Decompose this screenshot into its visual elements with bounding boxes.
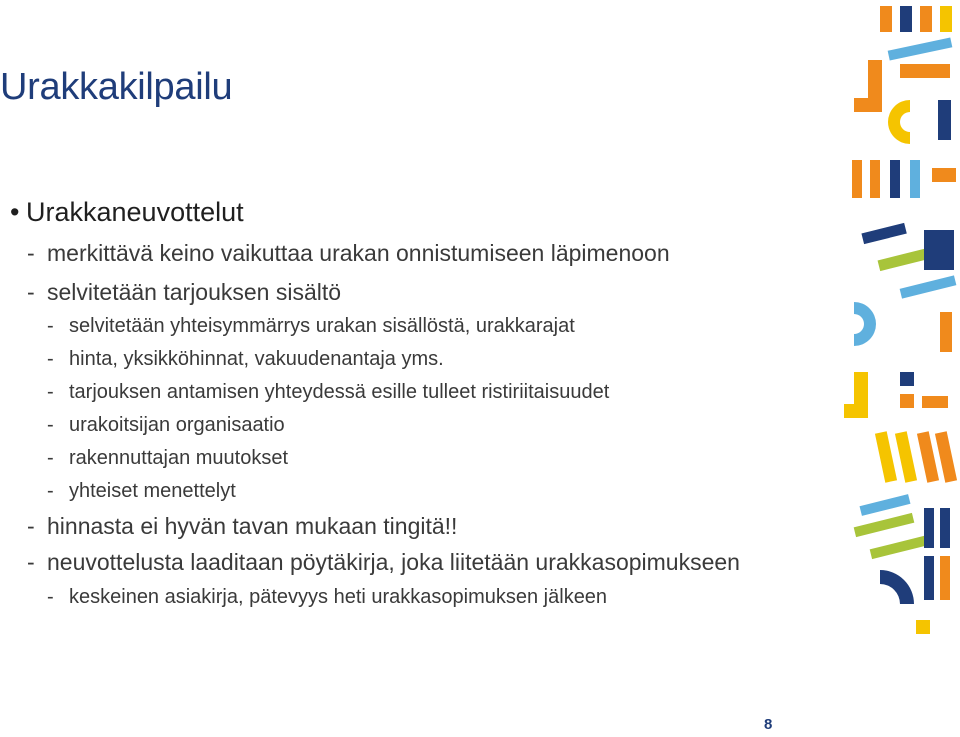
list-item [47, 381, 609, 404]
list-item [27, 279, 341, 306]
list-item-text: yhteiset menettelyt [69, 480, 236, 502]
list-item [27, 240, 670, 267]
list-item [27, 513, 457, 540]
dash: - [47, 381, 54, 403]
list-item-text: keskeinen asiakirja, pätevyys heti urakkasopimuksen jälkeen [69, 586, 608, 608]
list-item-text: hinnasta ei hyvän tavan mukaan tingitä!! [47, 513, 458, 539]
list-item [47, 447, 288, 470]
slide-title: Urakkakilpailu [0, 66, 233, 108]
main-bullet [10, 197, 244, 228]
dash: - [47, 447, 54, 469]
list-item-text: tarjouksen antamisen yhteydessä esille tulleet ristiriitaisuudet [69, 381, 610, 403]
list-item [47, 586, 607, 609]
bullet-glyph: • [10, 197, 20, 227]
list-item-text: rakennuttajan muutokset [69, 447, 289, 469]
dash: - [47, 586, 54, 608]
dash: - [47, 315, 54, 337]
list-item [47, 348, 444, 371]
dash: - [27, 549, 35, 575]
page-number: 8 [764, 716, 773, 733]
dash: - [27, 513, 35, 539]
main-bullet-text: Urakkaneuvottelut [26, 197, 244, 227]
dash: - [27, 279, 35, 305]
list-item [47, 414, 285, 437]
list-item-text: hinta, yksikköhinnat, vakuudenantaja yms. [69, 348, 444, 370]
dash: - [27, 240, 35, 266]
list-item [27, 549, 740, 576]
decorative-shapes [844, 6, 957, 634]
list-item [47, 315, 575, 338]
list-item [47, 480, 236, 503]
dash: - [47, 348, 54, 370]
list-item-text: selvitetään tarjouksen sisältö [47, 279, 342, 305]
list-item-text: selvitetään yhteisymmärrys urakan sisällöstä, urakkarajat [69, 315, 575, 337]
list-item-text: neuvottelusta laaditaan pöytäkirja, joka liitetään urakkasopimukseen [47, 549, 740, 575]
decorative-pattern [840, 0, 960, 737]
dash: - [47, 414, 54, 436]
dash: - [47, 480, 54, 502]
list-item-text: urakoitsijan organisaatio [69, 414, 285, 436]
list-item-text: merkittävä keino vaikuttaa urakan onnistumiseen läpimenoon [47, 240, 670, 266]
